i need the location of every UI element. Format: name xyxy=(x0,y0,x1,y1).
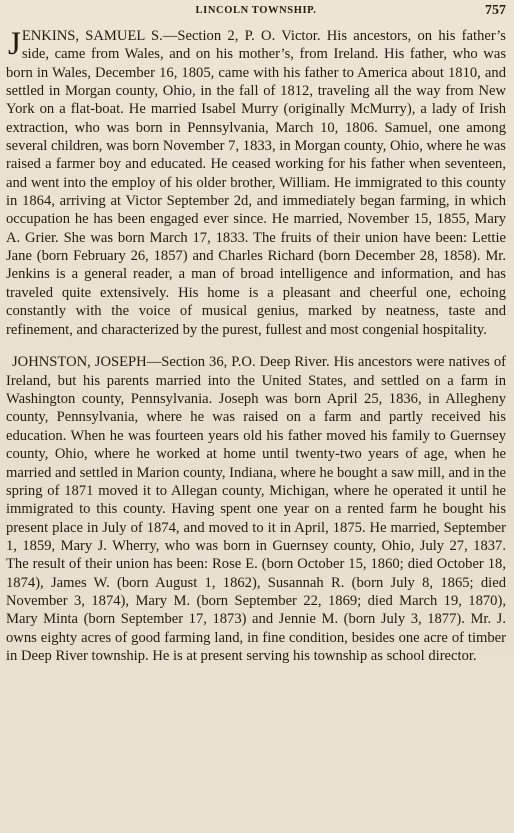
page-number: 757 xyxy=(485,3,506,18)
biography-entry-johnston xyxy=(6,353,506,665)
biography-entry-jenkins xyxy=(6,27,506,339)
drop-cap-letter: J xyxy=(8,26,21,62)
entry-name: JOHNSTON, JOSEPH xyxy=(12,354,147,371)
running-head: LINCOLN TOWNSHIP. xyxy=(195,5,317,16)
entry-text: —Section 2, P. O. Victor. His ancestors, on his father’s side, came from Wales, and on his mother’s, from Ireland. His father, who was born in Wales, December 16, 1805, came with his father to America about 1810, and settled in Morgan county, Ohio, in the fall of 1812, traveling all the way from New York on a flat-boat. He married Isabel Murry (originally McMurry), a lady of Irish extraction, who was born in Pennsylvania, March 10, 1806. Samuel, one among several children, was born November 7, 1833, in Morgan county, Ohio, where he was raised a farmer boy and educated. He ceased working for his father when seventeen, and went into the employ of his older brother, William. He immigrated to this county in 1864, arriving at Victor September 2d, and immediately began farming, in which occupation he has been engaged ever since. He married, November 15, 1855, Mary A. Grier. She was born March 17, 1833. The fruits of their union have been: Lettie Jane (born February 26, 1857) and Charles Richard (born December 28, 1858). Mr. Jenkins is a general reader, a man of broad intelligence and information, and has traveled quite extensively. His home is a pleasant and cheerful one, echoing constantly with the voice of musical genius, marked by neatness, taste and refinement, and characterized by the purest, fullest and most congenial hospitality. xyxy=(6,28,506,338)
entry-name: ENKINS, SAMUEL S. xyxy=(21,28,163,44)
entry-text: —Section 36, P.O. Deep River. His ancestors were natives of Ireland, but his parents married into the United States, and settled on a farm in Washington county, Pennsylvania. Joseph was born April 25, 1836, in Allegheny county, Pennsylvania, where he was raised on a farm and partly received his education. When he was fourteen years old his father moved his family to Guernsey county, Ohio, where he worked at home until twenty-two years of age, when he married and settled in Marion county, Indiana, where he bought a saw mill, and in the spring of 1871 moved it to Allegan county, Michigan, where he operated it until he immigrated to this county. Having spent one year on a rented farm he bought his present place in July of 1874, and moved to it in April, 1875. He married, September 1, 1859, Mary J. Wherry, who was born in Guernsey county, Ohio, July 27, 1837. The result of their union has been: Rose E. (born October 15, 1860; died October 18, 1874), James W. (born August 1, 1862), Susannah R. (born July 8, 1865; died November 3, 1874), Mary M. (born September 22, 1869; died March 19, 1870), Mary Minta (born September 17, 1873) and Jennie M. (born July 3, 1877). Mr. J. owns eighty acres of good farming land, in fine condition, besides one acre of timber in Deep River township. He is at present serving his township as school director. xyxy=(6,354,506,664)
page-header xyxy=(6,4,506,24)
